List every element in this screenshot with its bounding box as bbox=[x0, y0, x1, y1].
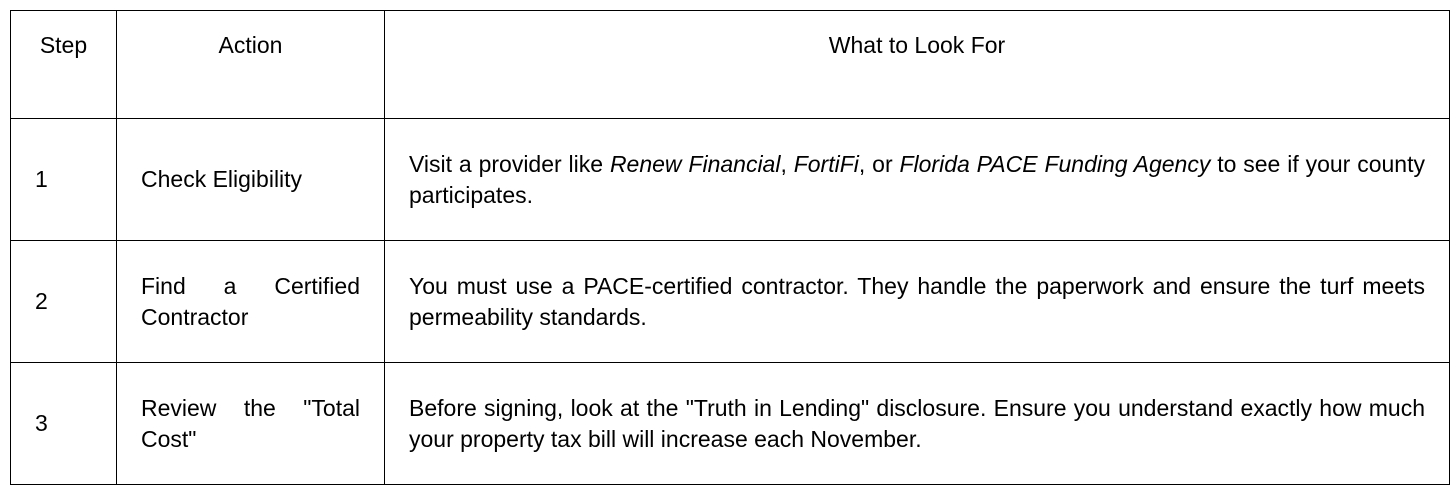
table-row bbox=[11, 363, 1450, 485]
row-step-number: 2 bbox=[11, 241, 117, 363]
row-what-to-look-for: Before signing, look at the "Truth in Lending" disclosure. Ensure you understand exactly how much your property tax bill will increase each November. bbox=[385, 363, 1450, 485]
header-action: Action bbox=[117, 11, 385, 119]
table-header-row bbox=[11, 11, 1450, 119]
what-text-separator: , bbox=[780, 150, 794, 177]
row-action: Find a Certified Contractor bbox=[117, 241, 385, 363]
steps-table bbox=[10, 10, 1450, 485]
provider-fortifi: FortiFi bbox=[793, 150, 859, 177]
what-text-prefix: Visit a provider like bbox=[409, 150, 610, 177]
table-row bbox=[11, 119, 1450, 241]
row-step-number: 1 bbox=[11, 119, 117, 241]
row-what-to-look-for bbox=[385, 119, 1450, 241]
what-text-separator: , or bbox=[858, 150, 900, 177]
header-what-to-look-for: What to Look For bbox=[385, 11, 1450, 119]
table-row bbox=[11, 241, 1450, 363]
row-step-number: 3 bbox=[11, 363, 117, 485]
header-step: Step bbox=[11, 11, 117, 119]
row-action: Review the "Total Cost" bbox=[117, 363, 385, 485]
provider-florida-pace-funding-agency: Florida PACE Funding Agency bbox=[899, 150, 1211, 177]
row-action: Check Eligibility bbox=[117, 119, 385, 241]
provider-renew-financial: Renew Financial bbox=[609, 150, 781, 177]
row-what-to-look-for: You must use a PACE-certified contractor. They handle the paperwork and ensure the turf meets permeability standards. bbox=[385, 241, 1450, 363]
what-text-suffix: to see if your county participates. bbox=[409, 150, 1425, 208]
